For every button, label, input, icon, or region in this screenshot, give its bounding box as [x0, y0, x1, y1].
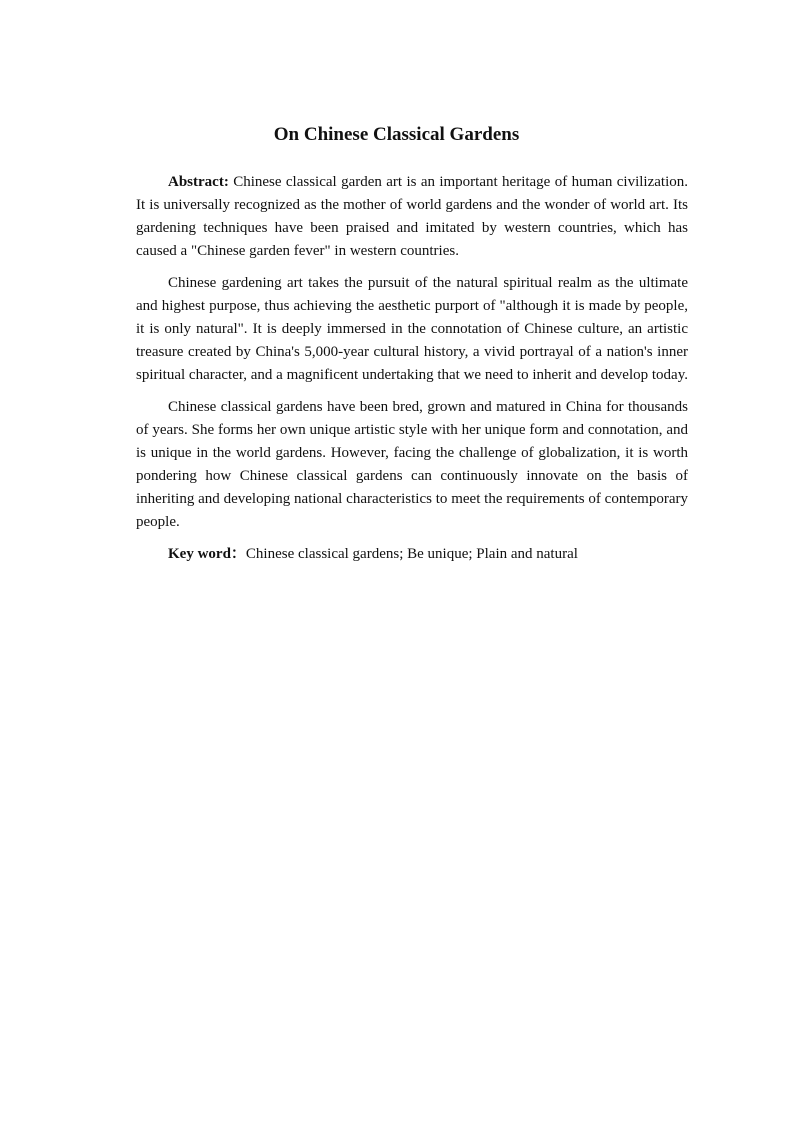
- body-paragraph: Chinese classical gardens have been bred, grown and matured in China for thousands of years. She forms her own unique artistic style with her unique form and connotation, and is unique in the world gardens. However, facing the challenge of globalization, it is worth pondering how Chinese classical gardens can continuously innovate on the basis of inheriting and developing national characteristics to meet the requirements of contemporary people.: [136, 399, 688, 530]
- keywords-line: [136, 543, 688, 566]
- abstract-paragraph: [136, 171, 688, 263]
- abstract-text: Chinese classical garden art is an important heritage of human civilization. It is universally recognized as the mother of world gardens and the wonder of world art. Its gardening techniques have been praised and imitated by western countries, which has caused a "Chinese garden fever" in western countries.: [136, 174, 688, 259]
- document-title: On Chinese Classical Gardens: [273, 124, 520, 145]
- body-paragraph: Chinese gardening art takes the pursuit of the natural spiritual realm as the ultimate and highest purpose, thus achieving the aesthetic purport of "although it is made by people, it is only natural". It is deeply immersed in the connotation of Chinese culture, an artistic treasure created by China's 5,000-year cultural history, a vivid portrayal of a nation's inner spiritual character, and a magnificent undertaking that we need to inherit and develop today.: [136, 275, 688, 383]
- keywords-text: Chinese classical gardens; Be unique; Plain and natural: [245, 546, 578, 562]
- document-body: [136, 171, 688, 566]
- keywords-label: Key word：: [168, 546, 246, 562]
- abstract-label: Abstract:: [168, 174, 229, 190]
